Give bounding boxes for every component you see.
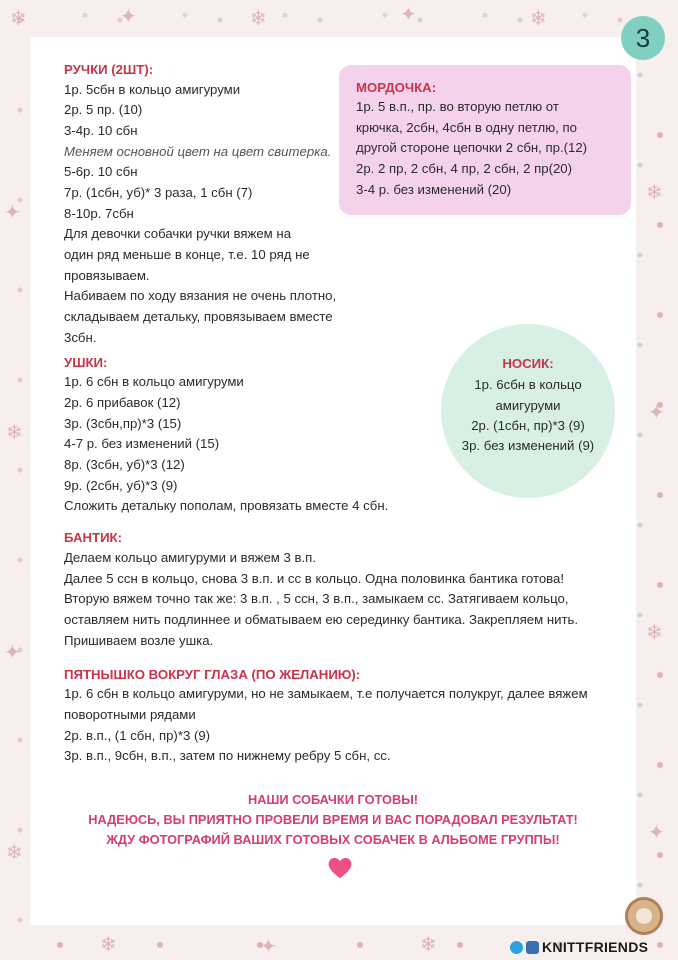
ears-line: 1р. 6 сбн в кольцо амигуруми <box>64 374 244 389</box>
hands-line: 3сбн. <box>64 330 97 345</box>
hands-line: 5-6р. 10 сбн <box>64 164 138 179</box>
snowflake-icon: ❄ <box>6 842 23 864</box>
star-icon: ✦ <box>120 6 137 28</box>
hands-line: Набиваем по ходу вязания не очень плотно, <box>64 288 337 303</box>
star-icon: ✦ <box>648 402 665 424</box>
heart-icon <box>327 855 353 881</box>
snowflake-icon: ❄ <box>10 8 27 30</box>
closing-line: НАШИ СОБАЧКИ ГОТОВЫ! <box>247 792 419 807</box>
star-icon: ✦ <box>648 822 665 844</box>
hands-heading: РУЧКИ (2ШТ): <box>64 62 154 77</box>
vk-icon[interactable] <box>526 941 539 954</box>
bow-line: Пришиваем возле ушка. <box>64 633 214 648</box>
seal-logo <box>625 897 663 935</box>
closing-line: НАДЕЮСЬ, ВЫ ПРИЯТНО ПРОВЕЛИ ВРЕМЯ И ВАС ПОРАДОВАЛ РЕЗУЛЬТАТ! <box>88 812 578 827</box>
eye-spot-line: 3р. в.п., 9сбн, в.п., затем по нижнему ребру 5 сбн, сс. <box>64 748 391 763</box>
nose-line: 2р. (1сбн, пр)*3 (9) <box>471 418 585 433</box>
hands-note: Меняем основной цвет на цвет свитерка. <box>64 144 332 159</box>
nose-line: 3р. без изменений (9) <box>461 438 595 453</box>
hands-line: 8-10р. 7сбн <box>64 206 134 221</box>
brand-name: KNITTFRIENDS <box>542 939 649 955</box>
brand-footer[interactable] <box>510 938 648 956</box>
bow-line: Вторую вяжем точно так же: 3 в.п. , 5 ссн, 3 в.п., замыкаем сс. Затягиваем кольцо, <box>64 591 569 606</box>
muzzle-line: другой стороне цепочки 2 сбн, пр.(12) <box>356 140 588 155</box>
hands-line: складываем детальку, провязываем вместе <box>64 309 333 324</box>
ears-line: 3р. (3сбн,пр)*3 (15) <box>64 416 182 431</box>
snowflake-icon: ❄ <box>100 934 117 956</box>
hands-line: 7р. (1сбн, уб)* 3 раза, 1 сбн (7) <box>64 185 253 200</box>
hands-line: Для девочки собачки ручки вяжем на <box>64 226 292 241</box>
ears-heading: УШКИ: <box>64 355 108 370</box>
ears-line: Сложить детальку пополам, провязать вместе 4 сбн. <box>64 498 389 513</box>
snowflake-icon: ❄ <box>646 182 663 204</box>
nose-line: 1р. 6сбн в кольцо <box>474 377 582 392</box>
nose-line: амигуруми <box>495 398 561 413</box>
eye-spot-line: 1р. 6 сбн в кольцо амигуруми, но не замыкаем, т.е получается полукруг, далее вяжем <box>64 686 588 701</box>
muzzle-heading: МОРДОЧКА: <box>356 80 437 95</box>
eye-spot-line: поворотными рядами <box>64 707 196 722</box>
star-icon: ✦ <box>260 936 277 958</box>
nose-heading: НОСИК: <box>502 356 554 371</box>
star-icon: ✦ <box>400 4 417 26</box>
muzzle-line: 3-4 р. без изменений (20) <box>356 182 512 197</box>
hands-line: провязываем. <box>64 268 150 283</box>
snowflake-icon: ❄ <box>250 8 267 30</box>
muzzle-line: 1р. 5 в.п., пр. во вторую петлю от <box>356 99 559 114</box>
eye-spot-line: 2р. в.п., (1 сбн, пр)*3 (9) <box>64 728 211 743</box>
muzzle-line: 2р. 2 пр, 2 сбн, 4 пр, 2 сбн, 2 пр(20) <box>356 161 573 176</box>
hands-line: 1р. 5сбн в кольцо амигуруми <box>64 82 241 97</box>
eye-spot-heading: ПЯТНЫШКО ВОКРУГ ГЛАЗА (ПО ЖЕЛАНИЮ): <box>64 667 361 682</box>
bow-line: Далее 5 ссн в кольцо, снова 3 в.п. и сс в кольцо. Одна половинка бантика готова! <box>64 571 565 586</box>
ears-line: 4-7 р. без изменений (15) <box>64 436 220 451</box>
snowflake-icon: ❄ <box>6 422 23 444</box>
ears-line: 9р. (2сбн, уб)*3 (9) <box>64 478 178 493</box>
ears-line: 8р. (3сбн, уб)*3 (12) <box>64 457 185 472</box>
ears-line: 2р. 6 прибавок (12) <box>64 395 181 410</box>
bow-line: Делаем кольцо амигуруми и вяжем 3 в.п. <box>64 550 316 565</box>
muzzle-line: крючка, 2сбн, 4сбн в одну петлю, по <box>356 120 577 135</box>
hands-line: 3-4р. 10 сбн <box>64 123 138 138</box>
snowflake-icon: ❄ <box>420 934 437 956</box>
bow-heading: БАНТИК: <box>64 530 122 545</box>
telegram-icon[interactable] <box>510 941 523 954</box>
hands-line: 2р. 5 пр. (10) <box>64 102 143 117</box>
star-icon: ✦ <box>4 642 21 664</box>
bow-line: оставляем нить подлиннее и обматываем ею серединку бантика. Закрепляем нить. <box>64 612 579 627</box>
hands-line: один ряд меньше в конце, т.е. 10 ряд не <box>64 247 310 262</box>
snowflake-icon: ❄ <box>646 622 663 644</box>
closing-line: ЖДУ ФОТОГРАФИЙ ВАШИХ ГОТОВЫХ СОБАЧЕК В АЛЬБОМЕ ГРУППЫ! <box>106 832 560 847</box>
page-number-badge: 3 <box>621 16 665 60</box>
star-icon: ✦ <box>4 202 21 224</box>
snowflake-icon: ❄ <box>530 8 547 30</box>
